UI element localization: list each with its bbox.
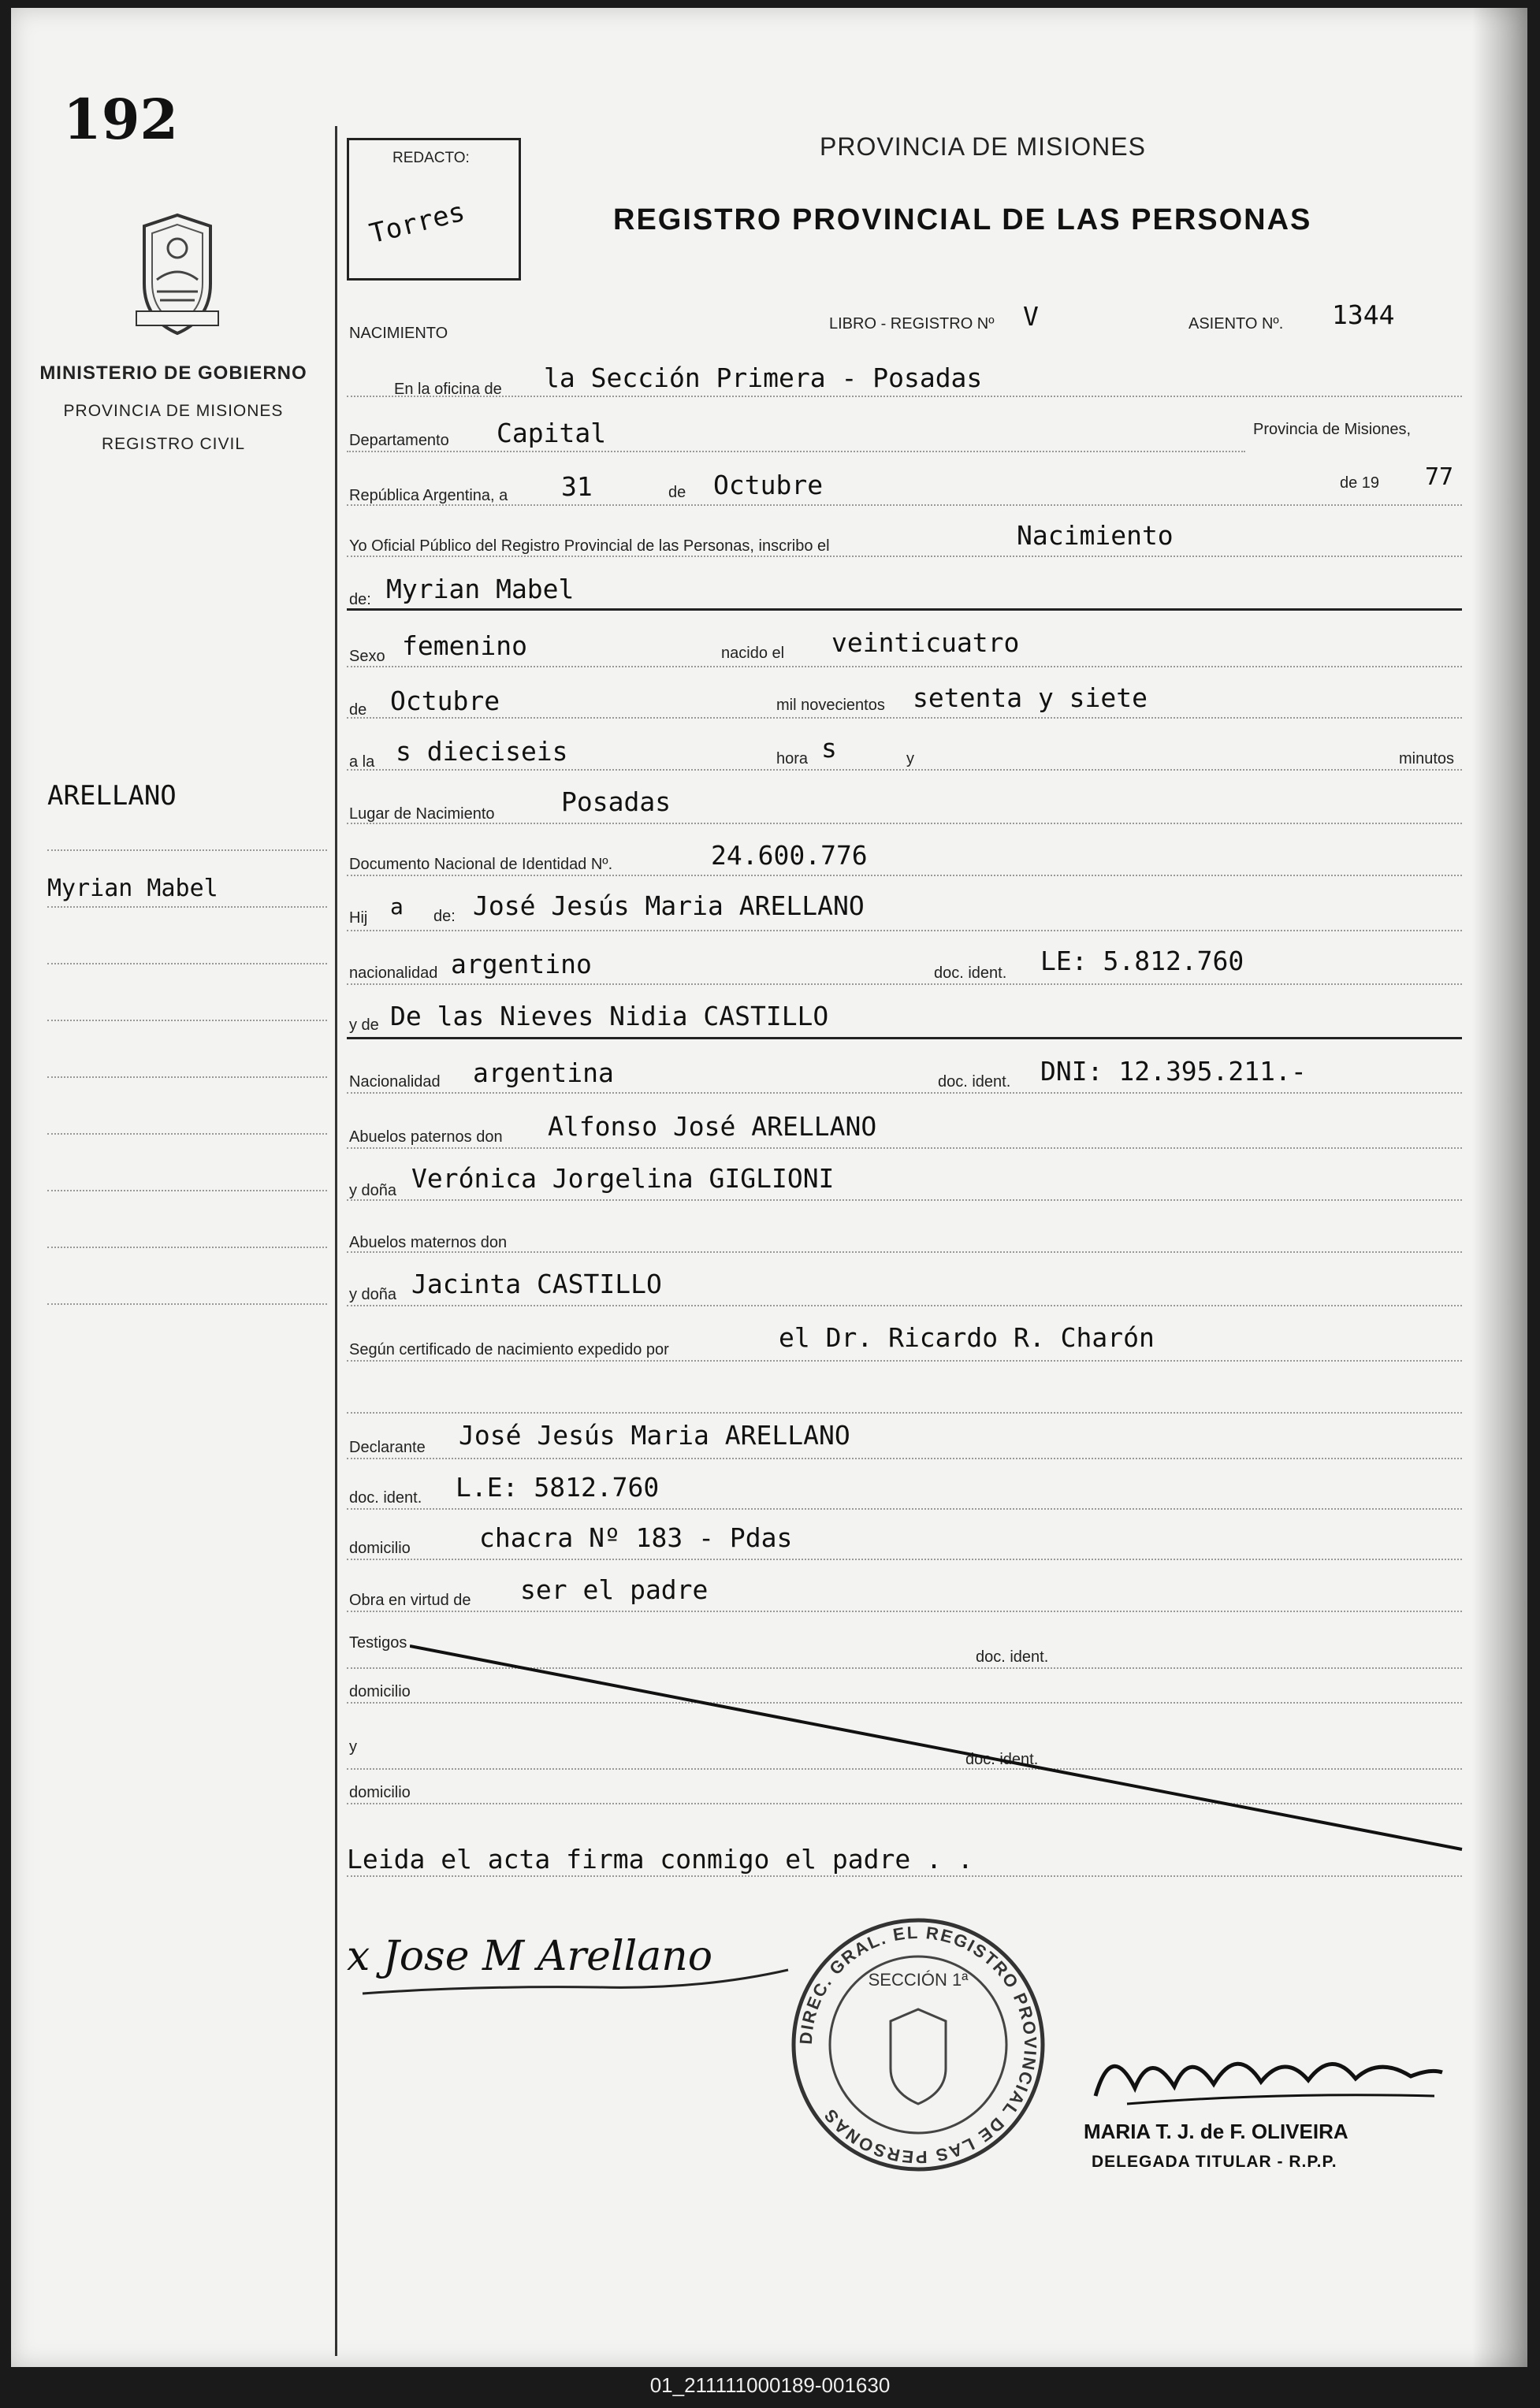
year-value: 77 [1425, 463, 1454, 491]
oficina-value: la Sección Primera - Posadas [544, 362, 983, 393]
dotted-line [347, 666, 1462, 667]
obra-label: Obra en virtud de [349, 1592, 471, 1609]
libro-value: V [1023, 301, 1039, 332]
doc1-value: LE: 5.812.760 [1040, 946, 1244, 976]
madre-label: y de [349, 1016, 379, 1034]
doc3-label: doc. ident. [349, 1489, 422, 1507]
margin-dotted-line [47, 1303, 327, 1305]
declarante-signature-text: x Jose M Arellano [347, 1933, 713, 1980]
official-stamp-icon [788, 1915, 1048, 2175]
abuela-paterna-value: Verónica Jorgelina GIGLIONI [411, 1163, 835, 1194]
certificado-label: Según certificado de nacimiento expedido por [349, 1341, 669, 1358]
dotted-line [347, 717, 1462, 719]
dotted-line [347, 1559, 1462, 1560]
folio-number: 192 [63, 87, 179, 152]
abuelos-paternos-label: Abuelos paternos don [349, 1128, 503, 1146]
redacto-box [347, 138, 521, 281]
nombre-value: Myrian Mabel [386, 574, 575, 604]
dotted-line [347, 1092, 1462, 1094]
margin-dotted-line [47, 1020, 327, 1021]
departamento-label: Departamento [349, 432, 449, 449]
padre-value: José Jesús Maria ARELLANO [473, 890, 865, 921]
province-title: PROVINCIA DE MISIONES [820, 132, 1146, 161]
doc2-label: doc. ident. [938, 1073, 1011, 1091]
dotted-line [347, 769, 1462, 771]
year-label: de 19 [1340, 474, 1380, 492]
dotted-line [347, 556, 1462, 557]
nacido-label: nacido el [721, 645, 785, 662]
svg-text:DIREC. GRAL. EL REGISTRO PROVI [796, 1923, 1040, 2167]
dotted-line [347, 1412, 1462, 1414]
solid-rule [347, 608, 1462, 611]
margin-dotted-line [47, 906, 327, 908]
dotted-line [347, 396, 1462, 397]
official-name: MARIA T. J. de F. OLIVEIRA [1084, 2120, 1348, 2143]
dotted-line [347, 504, 1462, 506]
padre-label: de: [433, 908, 456, 925]
nacionalidad1-label: nacionalidad [349, 964, 438, 982]
image-caption: 01_211111000189-001630 [649, 2373, 891, 2397]
y2-label: y [349, 1738, 357, 1756]
mil-value: setenta y siete [913, 682, 1148, 713]
act-type-label: NACIMIENTO [349, 325, 448, 342]
madre-value: De las Nieves Nidia CASTILLO [390, 1001, 829, 1031]
month-value: Octubre [713, 470, 824, 500]
dotted-line [347, 1147, 1462, 1149]
nacionalidad1-value: argentino [451, 949, 592, 979]
ministry-heading: MINISTERIO DE GOBIERNO [39, 362, 307, 384]
solid-rule [347, 1037, 1462, 1039]
hij-label: Hij [349, 909, 368, 927]
doc5-label: doc. ident. [965, 1751, 1039, 1768]
sexo-value: femenino [402, 630, 527, 661]
abuela-materna-value: Jacinta CASTILLO [411, 1269, 662, 1299]
dotted-line [347, 1360, 1462, 1362]
nacionalidad2-label: Nacionalidad [349, 1073, 441, 1091]
page-edge-shadow [1472, 8, 1527, 2367]
obra-value: ser el padre [520, 1574, 709, 1605]
hora-label: hora [776, 750, 809, 767]
lugar-value: Posadas [561, 786, 671, 817]
province-heading: PROVINCIA DE MISIONES [63, 402, 284, 420]
provincial-seal-icon [130, 209, 225, 339]
de2-label: de [349, 701, 367, 719]
domicilio3-label: domicilio [349, 1784, 411, 1801]
de-label: de [668, 484, 686, 501]
margin-note-given-names: Myrian Mabel [47, 875, 218, 902]
declarante-value: José Jesús Maria ARELLANO [459, 1420, 850, 1451]
stamp-ring-text: DIREC. GRAL. EL REGISTRO PROVINCIAL DE LAS PERSONAS [795, 1922, 1041, 2168]
margin-dotted-line [47, 1247, 327, 1248]
nacionalidad2-value: argentina [473, 1057, 614, 1088]
nombre-label: de: [349, 591, 371, 608]
doc4-label: doc. ident. [976, 1648, 1049, 1666]
doc3-value: L.E: 5812.760 [456, 1472, 660, 1503]
oficial-value: Nacimiento [1017, 520, 1174, 551]
redacto-label: REDACTO: [392, 150, 470, 166]
declarante-label: Declarante [349, 1439, 426, 1456]
nacido-value: veinticuatro [831, 627, 1020, 658]
mil-label: mil novecientos [776, 697, 885, 714]
certificado-value: el Dr. Ricardo R. Charón [779, 1322, 1155, 1353]
y-label: y [906, 750, 914, 767]
alas-label: a la [349, 753, 375, 771]
hij-suffix: a [390, 894, 404, 920]
oficina-label: En la oficina de [394, 381, 502, 398]
lugar-label: Lugar de Nacimiento [349, 805, 495, 823]
margin-note-surname: ARELLANO [47, 780, 177, 812]
closing-statement: Leida el acta firma conmigo el padre . . [347, 1844, 973, 1875]
dotted-line [347, 1251, 1462, 1253]
sexo-label: Sexo [349, 648, 385, 665]
dotted-line [347, 823, 1462, 824]
departamento-value: Capital [497, 418, 607, 448]
oficial-label: Yo Oficial Público del Registro Provincial de las Personas, inscribo el [349, 537, 830, 555]
day-value: 31 [561, 471, 593, 502]
abuela-paterna-label: y doña [349, 1182, 397, 1199]
provincia-label: Provincia de Misiones, [1253, 421, 1412, 438]
stamp-inner-text: SECCIÓN 1ª [868, 1970, 969, 1990]
domicilio-label: domicilio [349, 1540, 411, 1557]
doc2-value: DNI: 12.395.211.- [1040, 1056, 1307, 1087]
dotted-line [347, 1508, 1462, 1510]
strike-through-line [410, 1635, 1466, 1856]
dni-value: 24.600.776 [711, 840, 868, 871]
margin-dotted-line [47, 1076, 327, 1078]
dotted-line [347, 1199, 1462, 1201]
dotted-line [347, 1305, 1462, 1306]
dotted-line [347, 1458, 1462, 1459]
dotted-line [347, 983, 1462, 985]
domicilio2-label: domicilio [349, 1683, 411, 1700]
abuelos-maternos-label: Abuelos maternos don [349, 1234, 508, 1251]
asiento-label: ASIENTO Nº. [1188, 315, 1284, 333]
abuelos-paternos-value: Alfonso José ARELLANO [548, 1111, 877, 1142]
abuela-materna-label: y doña [349, 1286, 397, 1303]
republica-label: República Argentina, a [349, 487, 508, 504]
registry-title: REGISTRO PROVINCIAL DE LAS PERSONAS [613, 203, 1312, 236]
libro-label: LIBRO - REGISTRO Nº [829, 315, 995, 333]
official-signature [1080, 2025, 1450, 2120]
margin-dotted-line [47, 849, 327, 851]
dotted-line [347, 1875, 1462, 1877]
margin-dotted-line [47, 1190, 327, 1191]
dni-label: Documento Nacional de Identidad Nº. [349, 856, 613, 873]
doc1-label: doc. ident. [934, 964, 1007, 982]
dotted-line [347, 875, 1462, 876]
hora-value: s [821, 733, 837, 764]
domicilio-value: chacra Nº 183 - Pdas [479, 1522, 793, 1553]
civil-registry-heading: REGISTRO CIVIL [101, 435, 246, 453]
declarante-signature [347, 1915, 820, 2017]
minutos-label: minutos [1399, 750, 1455, 767]
alas-value: s dieciseis [396, 736, 568, 767]
asiento-value: 1344 [1332, 299, 1395, 330]
margin-dotted-line [47, 963, 327, 964]
dotted-line [347, 1611, 1462, 1612]
dotted-line [347, 451, 1245, 452]
official-role: DELEGADA TITULAR - R.P.P. [1092, 2153, 1337, 2171]
margin-rule [335, 126, 337, 2356]
month2-value: Octubre [390, 686, 500, 716]
dotted-line [347, 930, 1462, 931]
margin-dotted-line [47, 1133, 327, 1135]
redacto-value: Torres [366, 195, 468, 251]
testigos-label: Testigos [349, 1634, 407, 1652]
